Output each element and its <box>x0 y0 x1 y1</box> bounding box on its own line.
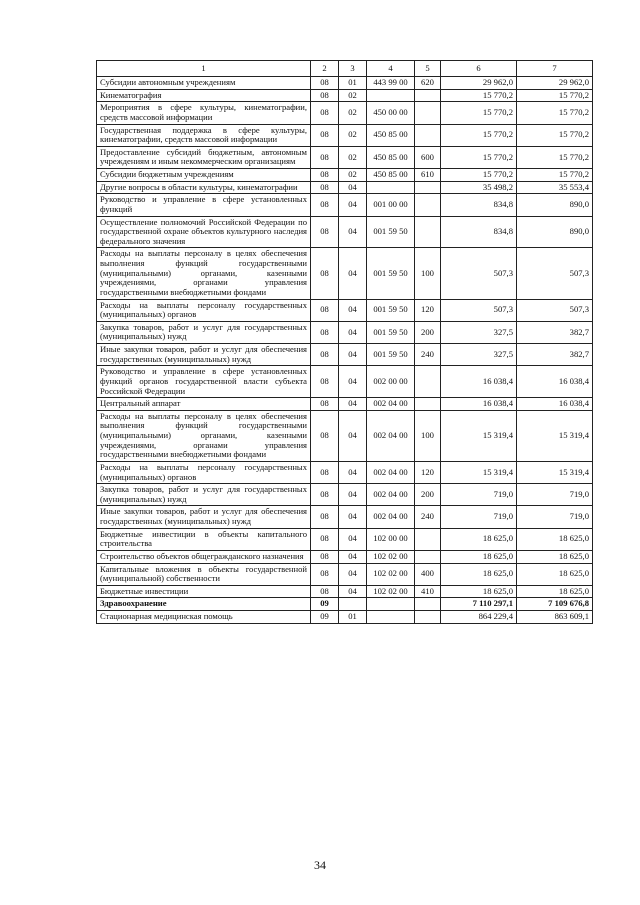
row-amount-col6: 15 319,4 <box>441 410 517 461</box>
row-target-article-code: 002 04 00 <box>367 398 415 411</box>
row-target-article-code: 450 85 00 <box>367 146 415 168</box>
row-section-code: 08 <box>311 181 339 194</box>
row-expense-type-code: 610 <box>415 169 441 182</box>
row-target-article-code <box>367 181 415 194</box>
row-expense-type-code <box>415 89 441 102</box>
row-amount-col7: 29 962,0 <box>517 77 593 90</box>
row-name-cell: Государственная поддержка в сфере культуры, кинематографии, средств массовой информации <box>97 124 311 146</box>
row-section-code: 08 <box>311 124 339 146</box>
row-name-cell: Бюджетные инвестиции <box>97 585 311 598</box>
row-name-cell: Закупка товаров, работ и услуг для государственных (муниципальных) нужд <box>97 321 311 343</box>
row-subsection-code: 02 <box>339 124 367 146</box>
row-section-code: 09 <box>311 598 339 611</box>
row-amount-col6: 18 625,0 <box>441 528 517 550</box>
row-section-code: 08 <box>311 550 339 563</box>
row-subsection-code: 04 <box>339 398 367 411</box>
row-subsection-code: 04 <box>339 216 367 248</box>
row-section-code: 08 <box>311 216 339 248</box>
row-expense-type-code: 400 <box>415 563 441 585</box>
row-amount-col7: 16 038,4 <box>517 398 593 411</box>
row-amount-col7: 18 625,0 <box>517 528 593 550</box>
row-section-code: 08 <box>311 248 339 299</box>
row-name-cell: Осуществление полномочий Российской Федерации по государственной охране объектов культурного наследия федерального значения <box>97 216 311 248</box>
row-subsection-code: 01 <box>339 77 367 90</box>
header-cell-3: 3 <box>339 61 367 77</box>
row-subsection-code: 04 <box>339 585 367 598</box>
row-name-cell: Строительство объектов общегражданского назначения <box>97 550 311 563</box>
row-amount-col6: 15 770,2 <box>441 89 517 102</box>
row-target-article-code: 102 02 00 <box>367 585 415 598</box>
table-row <box>97 506 593 528</box>
row-amount-col6: 15 770,2 <box>441 102 517 124</box>
row-target-article-code: 001 00 00 <box>367 194 415 216</box>
row-expense-type-code: 100 <box>415 410 441 461</box>
header-cell-1: 1 <box>97 61 311 77</box>
row-subsection-code: 04 <box>339 461 367 483</box>
row-amount-col7: 18 625,0 <box>517 563 593 585</box>
row-name-cell: Бюджетные инвестиции в объекты капитального строительства <box>97 528 311 550</box>
table-body <box>97 77 593 624</box>
row-target-article-code <box>367 611 415 624</box>
row-section-code: 08 <box>311 169 339 182</box>
table-row <box>97 585 593 598</box>
row-target-article-code: 102 00 00 <box>367 528 415 550</box>
row-section-code: 08 <box>311 484 339 506</box>
row-amount-col7: 890,0 <box>517 194 593 216</box>
table-row <box>97 598 593 611</box>
row-name-cell: Расходы на выплаты персоналу в целях обеспечения выполнения функций государственными (муниципальными) органами, казенными учреждениями, органами управления государственными внебюджетными фондами <box>97 410 311 461</box>
row-name-cell: Иные закупки товаров, работ и услуг для обеспечения государственных (муниципальных) нужд <box>97 344 311 366</box>
header-cell-4: 4 <box>367 61 415 77</box>
row-amount-col7: 15 770,2 <box>517 146 593 168</box>
row-section-code: 08 <box>311 366 339 398</box>
table-row <box>97 321 593 343</box>
table-row <box>97 461 593 483</box>
row-amount-col7: 719,0 <box>517 484 593 506</box>
row-subsection-code: 04 <box>339 248 367 299</box>
row-subsection-code: 01 <box>339 611 367 624</box>
row-amount-col6: 15 770,2 <box>441 146 517 168</box>
row-amount-col7: 15 770,2 <box>517 169 593 182</box>
row-expense-type-code <box>415 181 441 194</box>
page-number: 34 <box>314 858 326 872</box>
row-name-cell: Центральный аппарат <box>97 398 311 411</box>
row-name-cell: Расходы на выплаты персоналу в целях обеспечения выполнения функций государственными (муниципальными) органами, казенными учреждениями, органами управления государственными внебюджетными фондами <box>97 248 311 299</box>
row-target-article-code <box>367 89 415 102</box>
row-amount-col6: 15 319,4 <box>441 461 517 483</box>
row-subsection-code: 04 <box>339 528 367 550</box>
row-target-article-code: 443 99 00 <box>367 77 415 90</box>
table-row <box>97 77 593 90</box>
table-row <box>97 344 593 366</box>
row-target-article-code: 102 02 00 <box>367 563 415 585</box>
table-row <box>97 611 593 624</box>
row-name-cell: Другие вопросы в области культуры, кинематографии <box>97 181 311 194</box>
row-expense-type-code <box>415 124 441 146</box>
table-header <box>97 61 593 77</box>
table-row <box>97 194 593 216</box>
row-expense-type-code <box>415 194 441 216</box>
row-amount-col6: 29 962,0 <box>441 77 517 90</box>
row-amount-col6: 18 625,0 <box>441 563 517 585</box>
row-subsection-code: 04 <box>339 366 367 398</box>
row-section-code: 08 <box>311 398 339 411</box>
row-name-cell: Кинематография <box>97 89 311 102</box>
row-expense-type-code: 200 <box>415 321 441 343</box>
row-section-code: 08 <box>311 102 339 124</box>
row-subsection-code: 04 <box>339 484 367 506</box>
header-cell-6: 6 <box>441 61 517 77</box>
row-expense-type-code: 600 <box>415 146 441 168</box>
row-section-code: 08 <box>311 146 339 168</box>
table-row <box>97 89 593 102</box>
row-subsection-code: 02 <box>339 89 367 102</box>
row-section-code: 08 <box>311 461 339 483</box>
row-section-code: 08 <box>311 410 339 461</box>
row-subsection-code <box>339 598 367 611</box>
row-amount-col6: 719,0 <box>441 484 517 506</box>
row-expense-type-code <box>415 398 441 411</box>
row-target-article-code: 001 59 50 <box>367 299 415 321</box>
header-row <box>97 61 593 77</box>
row-expense-type-code <box>415 102 441 124</box>
row-amount-col7: 15 770,2 <box>517 102 593 124</box>
row-amount-col6: 719,0 <box>441 506 517 528</box>
table-row <box>97 248 593 299</box>
row-expense-type-code: 410 <box>415 585 441 598</box>
table-row <box>97 398 593 411</box>
row-amount-col6: 15 770,2 <box>441 169 517 182</box>
row-subsection-code: 02 <box>339 102 367 124</box>
row-amount-col6: 327,5 <box>441 321 517 343</box>
row-expense-type-code <box>415 216 441 248</box>
row-name-cell: Субсидии автономным учреждениям <box>97 77 311 90</box>
row-section-code: 08 <box>311 194 339 216</box>
row-section-code: 08 <box>311 89 339 102</box>
row-amount-col7: 15 770,2 <box>517 124 593 146</box>
row-subsection-code: 04 <box>339 181 367 194</box>
row-target-article-code: 001 59 50 <box>367 216 415 248</box>
table-row <box>97 124 593 146</box>
row-name-cell: Здравоохранение <box>97 598 311 611</box>
row-amount-col6: 16 038,4 <box>441 398 517 411</box>
row-amount-col7: 382,7 <box>517 321 593 343</box>
row-subsection-code: 04 <box>339 299 367 321</box>
row-section-code: 08 <box>311 299 339 321</box>
row-section-code: 08 <box>311 563 339 585</box>
row-amount-col7: 7 109 676,8 <box>517 598 593 611</box>
table-row <box>97 299 593 321</box>
row-name-cell: Закупка товаров, работ и услуг для государственных (муниципальных) нужд <box>97 484 311 506</box>
row-amount-col6: 834,8 <box>441 194 517 216</box>
table-row <box>97 528 593 550</box>
row-section-code: 08 <box>311 344 339 366</box>
row-section-code: 08 <box>311 585 339 598</box>
row-expense-type-code <box>415 550 441 563</box>
row-subsection-code: 04 <box>339 506 367 528</box>
table-row <box>97 216 593 248</box>
row-section-code: 09 <box>311 611 339 624</box>
row-target-article-code: 001 59 50 <box>367 321 415 343</box>
row-name-cell: Капитальные вложения в объекты государственной (муниципальной) собственности <box>97 563 311 585</box>
row-name-cell: Расходы на выплаты персоналу государственных (муниципальных) органов <box>97 461 311 483</box>
row-amount-col6: 18 625,0 <box>441 550 517 563</box>
row-expense-type-code: 620 <box>415 77 441 90</box>
table-row <box>97 181 593 194</box>
row-target-article-code: 001 59 50 <box>367 344 415 366</box>
table-row <box>97 169 593 182</box>
row-amount-col7: 35 553,4 <box>517 181 593 194</box>
document-page <box>96 60 592 624</box>
row-target-article-code: 002 00 00 <box>367 366 415 398</box>
row-expense-type-code <box>415 366 441 398</box>
table-row <box>97 550 593 563</box>
row-target-article-code: 450 00 00 <box>367 102 415 124</box>
row-expense-type-code: 240 <box>415 344 441 366</box>
row-target-article-code: 002 04 00 <box>367 506 415 528</box>
table-row <box>97 484 593 506</box>
row-amount-col6: 15 770,2 <box>441 124 517 146</box>
row-amount-col6: 864 229,4 <box>441 611 517 624</box>
row-target-article-code: 002 04 00 <box>367 461 415 483</box>
row-name-cell: Руководство и управление в сфере установленных функций органов государственной власти субъекта Российской Федерации <box>97 366 311 398</box>
row-amount-col6: 35 498,2 <box>441 181 517 194</box>
row-subsection-code: 04 <box>339 194 367 216</box>
row-target-article-code: 002 04 00 <box>367 484 415 506</box>
row-expense-type-code: 240 <box>415 506 441 528</box>
row-name-cell: Мероприятия в сфере культуры, кинематографии, средств массовой информации <box>97 102 311 124</box>
row-name-cell: Стационарная медицинская помощь <box>97 611 311 624</box>
row-amount-col7: 382,7 <box>517 344 593 366</box>
row-name-cell: Руководство и управление в сфере установленных функций <box>97 194 311 216</box>
row-expense-type-code: 120 <box>415 299 441 321</box>
row-expense-type-code: 200 <box>415 484 441 506</box>
budget-table <box>96 60 593 624</box>
row-amount-col7: 890,0 <box>517 216 593 248</box>
row-name-cell: Предоставление субсидий бюджетным, автономным учреждениям и иным некоммерческим организациям <box>97 146 311 168</box>
row-amount-col7: 15 319,4 <box>517 461 593 483</box>
row-amount-col6: 7 110 297,1 <box>441 598 517 611</box>
row-subsection-code: 04 <box>339 410 367 461</box>
row-section-code: 08 <box>311 506 339 528</box>
row-subsection-code: 02 <box>339 169 367 182</box>
row-subsection-code: 04 <box>339 563 367 585</box>
row-target-article-code: 102 02 00 <box>367 550 415 563</box>
row-amount-col7: 863 609,1 <box>517 611 593 624</box>
row-amount-col6: 18 625,0 <box>441 585 517 598</box>
row-amount-col6: 16 038,4 <box>441 366 517 398</box>
row-amount-col7: 18 625,0 <box>517 550 593 563</box>
header-cell-7: 7 <box>517 61 593 77</box>
row-section-code: 08 <box>311 528 339 550</box>
row-amount-col6: 507,3 <box>441 248 517 299</box>
row-amount-col7: 719,0 <box>517 506 593 528</box>
row-expense-type-code <box>415 598 441 611</box>
row-expense-type-code: 120 <box>415 461 441 483</box>
row-section-code: 08 <box>311 321 339 343</box>
row-subsection-code: 02 <box>339 146 367 168</box>
row-target-article-code <box>367 598 415 611</box>
row-expense-type-code <box>415 611 441 624</box>
row-target-article-code: 450 85 00 <box>367 169 415 182</box>
row-amount-col7: 507,3 <box>517 248 593 299</box>
table-row <box>97 366 593 398</box>
row-target-article-code: 450 85 00 <box>367 124 415 146</box>
row-amount-col6: 834,8 <box>441 216 517 248</box>
table-row <box>97 102 593 124</box>
row-amount-col7: 16 038,4 <box>517 366 593 398</box>
table-row <box>97 410 593 461</box>
header-cell-2: 2 <box>311 61 339 77</box>
row-section-code: 08 <box>311 77 339 90</box>
row-target-article-code: 002 04 00 <box>367 410 415 461</box>
row-expense-type-code <box>415 528 441 550</box>
row-amount-col7: 15 770,2 <box>517 89 593 102</box>
row-name-cell: Расходы на выплаты персоналу государственных (муниципальных) органов <box>97 299 311 321</box>
row-expense-type-code: 100 <box>415 248 441 299</box>
row-subsection-code: 04 <box>339 344 367 366</box>
header-cell-5: 5 <box>415 61 441 77</box>
row-subsection-code: 04 <box>339 321 367 343</box>
row-target-article-code: 001 59 50 <box>367 248 415 299</box>
row-subsection-code: 04 <box>339 550 367 563</box>
row-amount-col7: 15 319,4 <box>517 410 593 461</box>
row-amount-col7: 507,3 <box>517 299 593 321</box>
table-row <box>97 563 593 585</box>
row-amount-col7: 18 625,0 <box>517 585 593 598</box>
table-row <box>97 146 593 168</box>
row-amount-col6: 507,3 <box>441 299 517 321</box>
row-amount-col6: 327,5 <box>441 344 517 366</box>
row-name-cell: Субсидии бюджетным учреждениям <box>97 169 311 182</box>
row-name-cell: Иные закупки товаров, работ и услуг для обеспечения государственных (муниципальных) нужд <box>97 506 311 528</box>
